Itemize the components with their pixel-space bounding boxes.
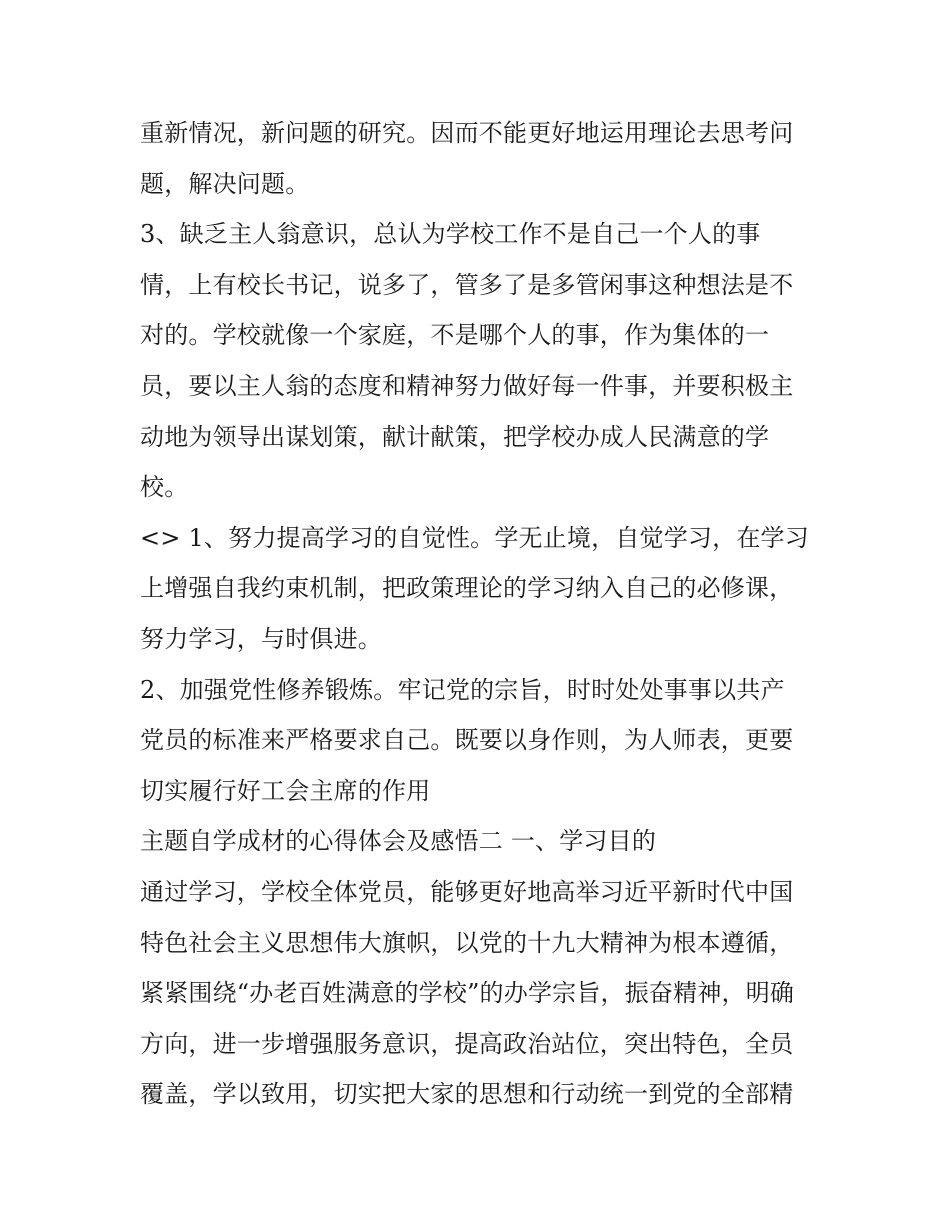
text-line: 情，上有校长书记，说多了，管多了是多管闲事这种想法是不 <box>140 270 794 299</box>
text-line: 2、加强党性修养锻炼。牢记党的宗旨，时时处处事事以共产 <box>140 675 785 704</box>
text-line: 校。 <box>140 473 189 502</box>
text-line: 题，解决问题。 <box>140 169 310 198</box>
text-line: 方向，进一步增强服务意识，提高政治站位，突出特色，全员 <box>140 1029 794 1058</box>
text-line: 紧紧围绕“办老百姓满意的学校”的办学宗旨，振奋精神，明确 <box>140 979 795 1008</box>
text-line: 特色社会主义思想伟大旗帜，以党的十九大精神为根本遵循， <box>140 928 794 957</box>
text-line: <> 1、努力提高学习的自觉性。学无止境，自觉学习，在学习 <box>140 523 809 552</box>
text-line: 通过学习，学校全体党员，能够更好地高举习近平新时代中国 <box>140 877 794 906</box>
document-body <box>140 108 820 1120</box>
text-line: 切实履行好工会主席的作用 <box>140 776 431 805</box>
text-line: 员，要以主人翁的态度和精神努力做好每一件事，并要积极主 <box>140 371 794 400</box>
text-line: 努力学习，与时俱进。 <box>140 624 382 653</box>
text-line: 党员的标准来严格要求自己。既要以身作则，为人师表，更要 <box>140 726 794 755</box>
text-line: 对的。学校就像一个家庭，不是哪个人的事，作为集体的一 <box>140 321 770 350</box>
text-line: 重新情况，新问题的研究。因而不能更好地运用理论去思考问 <box>140 119 794 147</box>
text-line: 上增强自我约束机制，把政策理论的学习纳入自己的必修课， <box>140 574 794 603</box>
text-line: 覆盖，学以致用，切实把大家的思想和行动统一到党的全部精 <box>140 1080 794 1109</box>
text-line: 3、缺乏主人翁意识，总认为学校工作不是自己一个人的事 <box>140 220 761 249</box>
section-heading-line: 主题自学成材的心得体会及感悟二 一、学习目的 <box>140 827 657 856</box>
text-line: 动地为领导出谋划策，献计献策，把学校办成人民满意的学 <box>140 422 770 451</box>
